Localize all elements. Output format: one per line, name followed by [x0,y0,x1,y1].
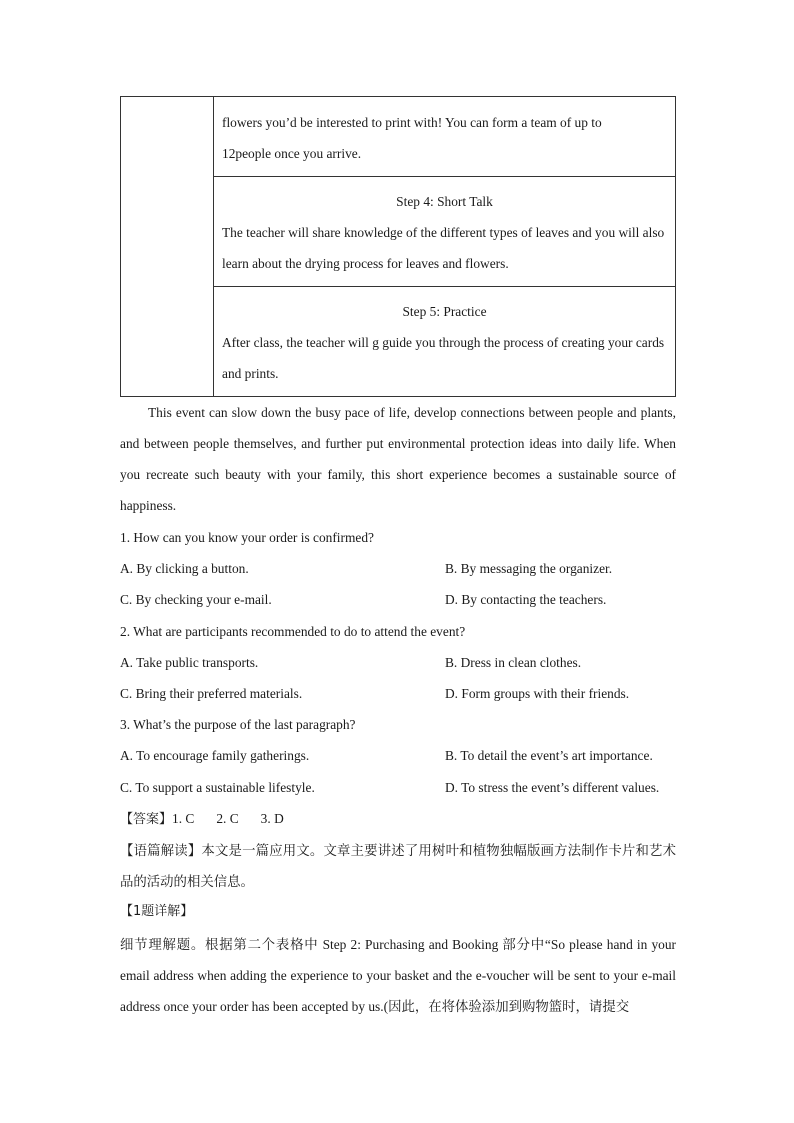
answer-label: 【答案】 [120,812,173,827]
step5-body: After class, the teacher will g guide you through the process of creating your cards and prints. [222,335,665,381]
answer-line [120,809,284,830]
option-c: C. Bring their preferred materials. [120,686,303,701]
cell-text-line: 12people once you arrive. [222,146,362,161]
closing-paragraph: This event can slow down the busy pace of life, develop connections between people and plants, and between people themselves, and further put environmental protection ideas into daily life. When you recreate such beauty with your family, this short experience becomes a sustainable source of happiness. [120,405,676,513]
option-d: D. By contacting the teachers. [445,592,607,607]
table-cell-step5 [214,287,676,397]
option-b: B. Dress in clean clothes. [445,655,582,670]
answer-2: 2. C [216,811,239,826]
table-row [121,97,676,177]
question-stem: 2. What are participants recommended to do to attend the event? [120,624,466,639]
option-b: B. To detail the event’s art importance. [445,748,653,763]
option-a: A. By clicking a button. [120,561,249,576]
option-c: C. By checking your e-mail. [120,592,272,607]
step5-title: Step 5: Practice [402,304,487,319]
answer-3: 3. D [260,811,284,826]
table-cell-form-team [214,97,676,177]
question-stem: 3. What’s the purpose of the last paragraph? [120,717,356,732]
table-left-cell [121,97,214,397]
table-cell-step4 [214,177,676,287]
steps-table [120,96,676,397]
answer-1: 1. C [172,811,195,826]
option-a: A. Take public transports. [120,655,259,670]
option-d: D. To stress the event’s different values. [445,780,660,795]
step4-title: Step 4: Short Talk [396,194,493,209]
detail-text: 细节理解题。根据第二个表格中 Step 2: Purchasing and Booking 部分中“So please hand in your email address when adding the experience to your basket and the e-voucher will be sent to your e-mail address once your order has been accepted by us.(因此，在将体验添加到购物篮时，请提交 [120,937,676,1014]
option-a: A. To encourage family gatherings. [120,748,310,763]
option-d: D. Form groups with their friends. [445,686,630,701]
reading-explanation: 【语篇解读】本文是一篇应用文。文章主要讲述了用树叶和植物独幅版画方法制作卡片和艺术品的活动的相关信息。 [120,844,676,890]
step4-body: The teacher will share knowledge of the different types of leaves and you will also learn about the drying process for leaves and flowers. [222,225,665,271]
option-c: C. To support a sustainable lifestyle. [120,780,315,795]
option-b: B. By messaging the organizer. [445,561,613,576]
cell-text-line: flowers you’d be interested to print with! You can form a team of up to [222,115,602,130]
question-stem: 1. How can you know your order is confirmed? [120,530,374,545]
detail-heading: 【1题详解】 [120,904,194,919]
